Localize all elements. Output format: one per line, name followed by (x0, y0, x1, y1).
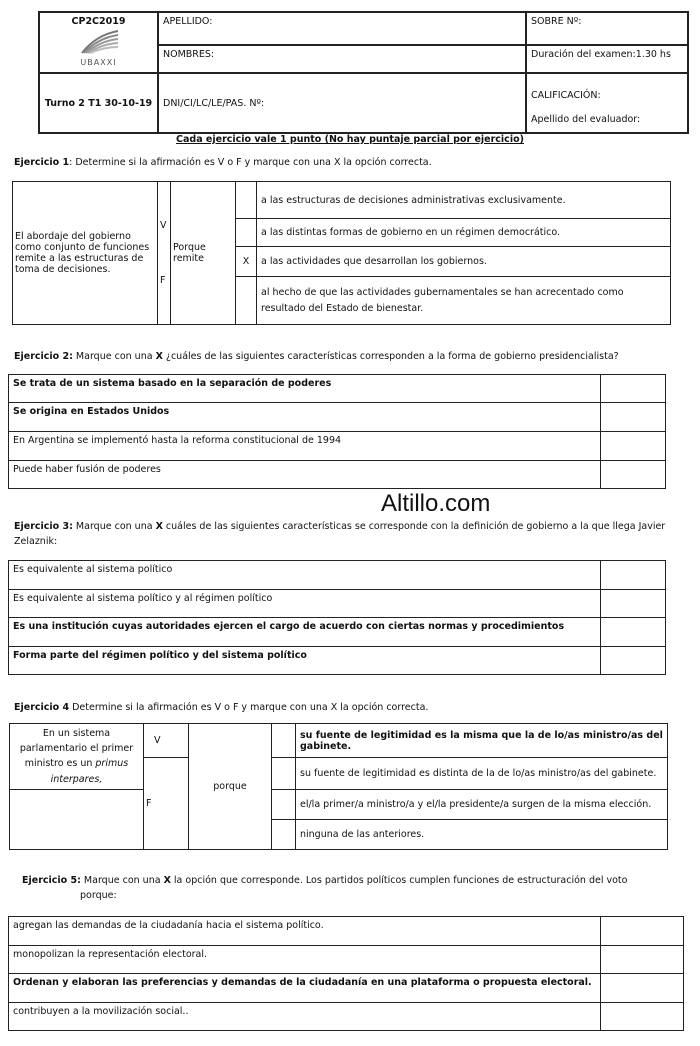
ex5-prompt-b: la opción que corresponde. Los partidos políticos cumplen funciones de estructuración del voto (170, 875, 628, 886)
ex5-table (8, 916, 684, 1031)
ex3-prompt-b: cuáles de las siguientes características se corresponde con la definición de gobierno a la que llega Javier Zelaznik: (14, 521, 666, 548)
ex4-mark-0[interactable] (272, 724, 296, 758)
ex1-option-0: a las estructuras de decisiones administrativas exclusivamente. (257, 182, 671, 219)
ex1-option-1: a las distintas formas de gobierno en un régimen democrático. (257, 219, 671, 247)
ex1-heading (14, 157, 432, 168)
ex2-heading (14, 351, 619, 362)
ex3-title: Ejercicio 3: (14, 521, 73, 532)
ex4-option-0: su fuente de legitimidad es la misma que la de lo/as ministro/as del gabinete. (296, 724, 668, 758)
ex2-mark-1[interactable] (601, 403, 666, 432)
exam-code: CP2C2019 (71, 16, 126, 27)
ex4-prompt: Determine si la afirmación es V o F y marque con una X la opción correcta. (69, 702, 429, 713)
scoring-note: Cada ejercicio vale 1 punto (No hay puntaje parcial por ejercicio) (176, 134, 524, 145)
ex1-because: Porque remite (171, 182, 236, 325)
ex5-mark-0[interactable] (601, 917, 684, 946)
ex3-mark-0[interactable] (601, 561, 666, 590)
dni-field[interactable]: DNI/CI/LC/LE/PAS. Nº: (158, 73, 526, 133)
ex1-mark-3[interactable] (236, 277, 257, 325)
ex5-option-0: agregan las demandas de la ciudadanía hacia el sistema político. (9, 917, 601, 946)
ex4-option-2: el/la primer/a ministro/a y el/la presidente/a surgen de la misma elección. (296, 789, 668, 819)
ex4-title: Ejercicio 4 (14, 702, 70, 713)
ex3-table (8, 560, 666, 675)
ex4-statement-italic: primus interpares, (50, 758, 129, 785)
ex5-option-2: Ordenan y elaboran las preferencias y demandas de la ciudadanía en una plataforma o propuesta electoral. (9, 974, 601, 1003)
ex4-mark-2[interactable] (272, 789, 296, 819)
ex4-statement (10, 724, 144, 790)
ex3-mark-1[interactable] (601, 590, 666, 618)
ex1-prompt: : Determine si la afirmación es V o F y marque con una X la opción correcta. (69, 157, 432, 168)
ex1-option-3: al hecho de que las actividades gubernamentales se han acrecentado como resultado del Estado de bienestar. (257, 277, 671, 325)
ex4-statement-blank (10, 789, 144, 849)
ex1-mark-1[interactable] (236, 219, 257, 247)
nombres-field[interactable]: NOMBRES: (158, 45, 526, 73)
ex4-heading (14, 702, 428, 713)
ex5-prompt-x: X (163, 875, 171, 886)
ex1-statement: El abordaje del gobierno como conjunto de funciones remite a las estructuras de toma de decisiones. (13, 182, 158, 325)
ex5-mark-3[interactable] (601, 1003, 684, 1031)
ex3-option-2: Es una institución cuyas autoridades ejercen el cargo de acuerdo con ciertas normas y procedimientos (9, 618, 601, 647)
evaluador-label: Apellido del evaluador: (531, 114, 641, 125)
ex1-mark-0[interactable] (236, 182, 257, 219)
ex3-option-1: Es equivalente al sistema político y al régimen político (9, 590, 601, 618)
calificacion-cell[interactable] (526, 73, 688, 133)
ex5-prompt-c: porque: (80, 890, 117, 901)
ex4-option-1: su fuente de legitimidad es distinta de la de lo/as ministro/as del gabinete. (296, 758, 668, 790)
ex2-prompt-x: X (155, 351, 163, 362)
ex2-option-3: Puede haber fusión de poderes (9, 461, 601, 489)
ex3-option-0: Es equivalente al sistema político (9, 561, 601, 590)
watermark[interactable]: Altillo.com (381, 490, 491, 517)
ex5-title: Ejercicio 5: (22, 875, 81, 886)
apellido-field[interactable]: APELLIDO: (158, 12, 526, 45)
ex3-prompt-x: X (155, 521, 163, 532)
ex4-table (9, 723, 668, 850)
ex5-option-1: monopolizan la representación electoral. (9, 946, 601, 974)
ex3-mark-2[interactable] (601, 618, 666, 647)
calificacion-label: CALIFICACIÓN: (531, 90, 601, 101)
ex2-table (8, 374, 666, 489)
ex2-mark-3[interactable] (601, 461, 666, 489)
ex2-mark-0[interactable] (601, 375, 666, 403)
ex2-option-2: En Argentina se implementó hasta la reforma constitucional de 1994 (9, 432, 601, 461)
ex2-title: Ejercicio 2: (14, 351, 73, 362)
ex3-prompt-a: Marque con una (72, 521, 156, 532)
ex2-prompt-a: Marque con una (72, 351, 156, 362)
exam-header (38, 11, 689, 134)
ex1-mark-2[interactable]: X (236, 247, 257, 277)
ex4-mark-1[interactable] (272, 758, 296, 790)
ex5-option-3: contribuyen a la movilización social.. (9, 1003, 601, 1031)
ex2-prompt-b: ¿cuáles de las siguientes características corresponden a la forma de gobierno presidencialista? (162, 351, 619, 362)
ex4-f[interactable]: F (144, 758, 189, 850)
ex2-option-0: Se trata de un sistema basado en la separación de poderes (9, 375, 601, 403)
ubaxxi-logo-icon (74, 27, 124, 57)
ex5-heading (22, 875, 662, 886)
ex1-vf-cell[interactable] (158, 182, 171, 325)
ex1-option-2: a las actividades que desarrollan los gobiernos. (257, 247, 671, 277)
ex5-prompt-a: Marque con una (80, 875, 164, 886)
ubaxxi-logo (42, 27, 155, 67)
ex2-mark-2[interactable] (601, 432, 666, 461)
ex4-because: porque (189, 724, 272, 850)
ex2-option-1: Se origina en Estados Unidos (9, 403, 601, 432)
ex3-mark-3[interactable] (601, 647, 666, 675)
ex3-heading (14, 519, 686, 549)
ex3-option-3: Forma parte del régimen político y del sistema político (9, 647, 601, 675)
ex5-mark-1[interactable] (601, 946, 684, 974)
turno-label: Turno 2 T1 30-10-19 (39, 73, 158, 133)
ex1-title: Ejercicio 1 (14, 157, 70, 168)
ex4-mark-3[interactable] (272, 819, 296, 849)
ex1-table (12, 181, 671, 325)
header-logo-cell (39, 12, 158, 73)
sobre-field[interactable]: SOBRE Nº: (526, 12, 688, 45)
ex4-statement-text: En un sistema parlamentario el primer ministro es un (19, 728, 134, 770)
ex1-v[interactable]: V (160, 220, 167, 231)
ex4-v[interactable]: V (144, 724, 189, 758)
logo-text: UBAXXI (80, 58, 117, 67)
ex1-f[interactable]: F (160, 275, 166, 286)
duracion-label: Duración del examen:1.30 hs (526, 45, 688, 73)
ex5-mark-2[interactable] (601, 974, 684, 1003)
ex4-option-3: ninguna de las anteriores. (296, 819, 668, 849)
